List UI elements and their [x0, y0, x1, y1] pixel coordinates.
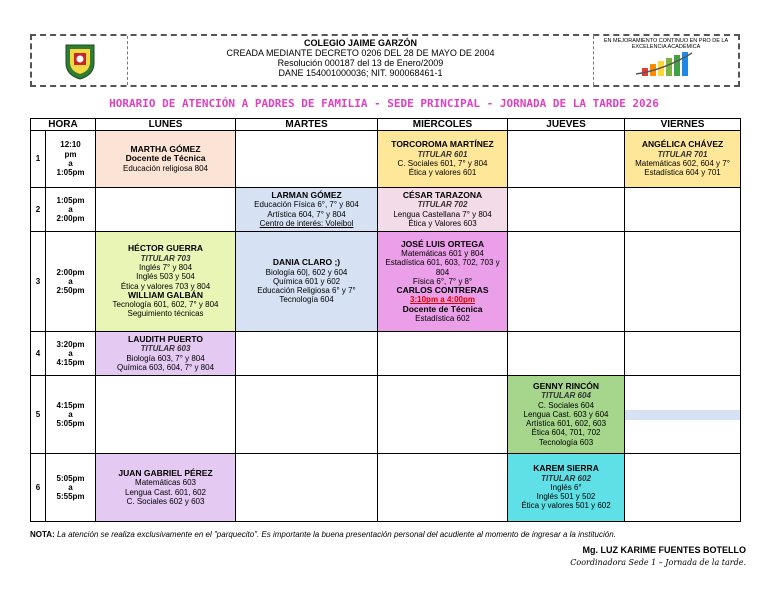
subject-line: Inglés 501 y 502 [536, 492, 596, 502]
subject-line: Educación religiosa 804 [123, 163, 208, 173]
cell-miercoles [378, 232, 508, 332]
titular-label: TITULAR 702 [417, 200, 468, 210]
table-row [31, 332, 741, 376]
time-slot [46, 188, 96, 232]
cell-miercoles [378, 376, 508, 454]
subject-line: Inglés 7° y 804 [139, 262, 193, 272]
cell-lunes [96, 232, 236, 332]
teacher-name: ANGÉLICA CHÁVEZ [641, 139, 724, 150]
growth-bars-icon [626, 50, 706, 78]
col-header-viernes: VIERNES [625, 119, 741, 131]
row-number: 4 [31, 332, 46, 376]
subject-line: Ética y valores 501 y 602 [521, 501, 611, 511]
row-number: 1 [31, 131, 46, 188]
time-start: 5:05pm [56, 473, 85, 483]
special-time: 3:10pm a 4:00pm [410, 295, 475, 305]
subject-line: Química 603, 604, 7° y 804 [116, 362, 215, 372]
cell-miercoles [378, 332, 508, 376]
note-text: La atención se realiza exclusivamente en el "parquecito". Es importante la buena presentación personal del acudiente al momento de ingresar a la institución. [56, 530, 616, 539]
subject-line: Educación Religiosa 6° y 7° [257, 286, 356, 296]
time-slot [46, 376, 96, 454]
school-shield-icon [62, 41, 98, 81]
teacher-name: HÉCTOR GUERRA [128, 243, 203, 254]
subject-line: Física 6°, 7° y 8° [412, 276, 473, 286]
subject-line: Lengua Castellana 7° y 804 [393, 209, 492, 219]
subject-line: Ética 604, 701, 702 [531, 428, 601, 438]
subject-line: Matemáticas 603 [135, 478, 196, 488]
cell-martes [236, 131, 378, 188]
school-name: COLEGIO JAIME GARZÓN [303, 38, 417, 48]
time-sep: a [68, 159, 73, 168]
subject-line: Artística 604, 7° y 804 [267, 209, 346, 219]
teacher-role: Docente de Técnica [402, 303, 483, 314]
time-sep: a [68, 482, 73, 492]
cell-martes [236, 376, 378, 454]
time-slot [46, 332, 96, 376]
teacher-name: TORCOROMA MARTÍNEZ [391, 139, 494, 150]
interest-center: Centro de interés: Voleibol [259, 218, 354, 228]
subject-line: Inglés 503 y 504 [136, 272, 195, 282]
time-sep: a [68, 348, 73, 358]
resolution: Resolución 000187 del 13 de Enero/2009 [277, 58, 444, 68]
footer-note [30, 530, 616, 539]
cell-viernes [625, 131, 741, 188]
subject-line: C. Sociales 601, 7° y 804 [397, 159, 488, 168]
cell-miercoles [378, 131, 508, 188]
titular-label: TITULAR 604 [541, 391, 591, 401]
time-end: 2:50pm [56, 286, 85, 296]
subject-line: Ética y Valores 603 [408, 218, 477, 228]
subject-line: Tecnología 603 [538, 437, 594, 447]
subject-line: C. Sociales 602 y 603 [126, 496, 205, 506]
quality-badge [593, 36, 738, 85]
titular-label: TITULAR 603 [140, 344, 191, 354]
teacher-name: JOSÉ LUIS ORTEGA [400, 238, 485, 249]
time-sep: a [68, 409, 73, 419]
subject-line: Química 601 y 602 [272, 276, 341, 286]
time-end: 1:05pm [56, 168, 85, 178]
note-label: NOTA: [30, 530, 55, 539]
subject-line: Lengua Cast. 601, 602 [125, 487, 206, 497]
subject-line: Seguimiento técnicas [127, 309, 204, 319]
cell-jueves [508, 454, 625, 522]
teacher-name: GENNY RINCÓN [533, 380, 599, 391]
teacher-name: LAUDITH PUERTO [128, 333, 203, 344]
cell-jueves [508, 131, 625, 188]
teacher-name: WILLIAM GALBÁN [127, 289, 204, 300]
cell-jueves [508, 332, 625, 376]
school-info [128, 36, 593, 85]
time-start: 1:05pm [56, 195, 85, 205]
subject-line: Educación Física 6°, 7° y 804 [254, 200, 359, 210]
cell-lunes [96, 188, 236, 232]
titular-label: TITULAR 601 [417, 149, 468, 159]
row-number: 2 [31, 188, 46, 232]
col-header-miercoles: MIÉRCOLES [378, 119, 508, 131]
cell-martes [236, 454, 378, 522]
page-title: HORARIO DE ATENCIÓN A PADRES DE FAMILIA - SEDE PRINCIPAL - JORNADA DE LA TARDE 2026 [109, 97, 659, 110]
cell-viernes [625, 454, 741, 522]
time-sep: a [68, 276, 73, 286]
teacher-name: JUAN GABRIEL PÉREZ [118, 467, 213, 478]
cell-viernes [625, 232, 741, 332]
row-number: 5 [31, 376, 46, 454]
time-start: 2:00pm [56, 267, 85, 277]
cell-lunes [96, 376, 236, 454]
teacher-name: DANIA CLARO ;) [272, 257, 341, 268]
subject-line: Artística 601, 602, 603 [525, 419, 607, 429]
cell-martes [236, 332, 378, 376]
subject-line: Estadística 602 [415, 314, 470, 324]
subject-line: Lengua Cast. 603 y 604 [523, 409, 609, 419]
table-row [31, 454, 741, 522]
col-header-hora: HORA [31, 119, 96, 131]
subject-line: Biología 603, 7° y 804 [126, 353, 205, 363]
row-number: 3 [31, 232, 46, 332]
cell-lunes [96, 332, 236, 376]
subject-line: Tecnología 604 [279, 295, 334, 305]
subject-line: Biología 60|, 602 y 604 [265, 267, 348, 277]
cell-viernes [625, 188, 741, 232]
col-header-lunes: LUNES [96, 119, 236, 131]
time-slot [46, 131, 96, 188]
time-start: 3:20pm [56, 339, 85, 349]
teacher-name: LARMAN GÓMEZ [271, 189, 342, 200]
subject-line: Estadística 601, 603, 702, 703 y 804 [385, 258, 500, 277]
time-start-suffix: pm [64, 149, 77, 159]
col-header-martes: MARTES [236, 119, 378, 131]
titular-label: TITULAR 701 [657, 149, 708, 159]
teacher-name: MARTHA GÓMEZ [130, 144, 201, 155]
subject-line: Inglés 6° [550, 482, 582, 492]
teacher-name: KAREM SIERRA [533, 463, 599, 474]
subject-line: Matemáticas 601 y 804 [401, 248, 484, 258]
quality-motto: EN MEJORAMIENTO CONTINUO EN PRO DE LA EXCELENCIA ACADÉMICA [603, 38, 729, 50]
cell-martes [236, 232, 378, 332]
time-start: 4:15pm [56, 400, 85, 410]
time-slot [46, 454, 96, 522]
cell-martes [236, 188, 378, 232]
document-header [30, 34, 740, 87]
schedule-table [30, 118, 741, 522]
highlight-bar [625, 410, 740, 420]
subject-line: Estadística 604 y 701 [644, 168, 721, 178]
time-slot [46, 232, 96, 332]
table-row [31, 376, 741, 454]
teacher-name: CARLOS CONTRERAS [396, 285, 489, 296]
cell-jueves [508, 188, 625, 232]
signature-name: Mg. LUZ KARIME FUENTES BOTELLO [582, 545, 746, 555]
time-start: 12:10 [60, 140, 81, 150]
time-end: 2:00pm [56, 214, 85, 224]
table-row [31, 131, 741, 188]
subject-line: Matemáticas 602, 604 y 7° [635, 159, 730, 168]
cell-jueves [508, 232, 625, 332]
cell-miercoles [378, 454, 508, 522]
row-number: 6 [31, 454, 46, 522]
creation-decree: CREADA MEDIANTE DECRETO 0206 DEL 28 DE MAYO DE 2004 [226, 48, 495, 58]
titular-label: TITULAR 703 [140, 253, 191, 263]
signature-role: Coordinadora Sede 1 – Jornada de la tarde. [570, 558, 746, 567]
time-end: 5:55pm [56, 492, 85, 502]
subject-line: Ética y valores 601 [408, 168, 477, 178]
cell-viernes [625, 376, 741, 454]
table-row [31, 188, 741, 232]
cell-lunes [96, 454, 236, 522]
time-end: 4:15pm [56, 358, 85, 368]
school-logo [32, 36, 128, 85]
schedule-header-row [31, 119, 741, 131]
cell-viernes [625, 332, 741, 376]
col-header-jueves: JUEVES [508, 119, 625, 131]
teacher-name: CÉSAR TARAZONA [402, 189, 483, 200]
subject-line: C. Sociales 604 [538, 400, 595, 410]
teacher-role: Docente de Técnica [125, 153, 206, 164]
cell-lunes [96, 131, 236, 188]
dane-nit: DANE 154001000036; NIT. 900068461-1 [278, 68, 443, 78]
subject-line: Ética y valores 703 y 804 [120, 281, 211, 291]
time-sep: a [68, 204, 73, 214]
time-end: 5:05pm [56, 419, 85, 429]
table-row [31, 232, 741, 332]
subject-line: Tecnología 601, 602, 7° y 804 [112, 300, 219, 310]
cell-miercoles [378, 188, 508, 232]
titular-label: TITULAR 602 [541, 473, 591, 483]
cell-jueves [508, 376, 625, 454]
